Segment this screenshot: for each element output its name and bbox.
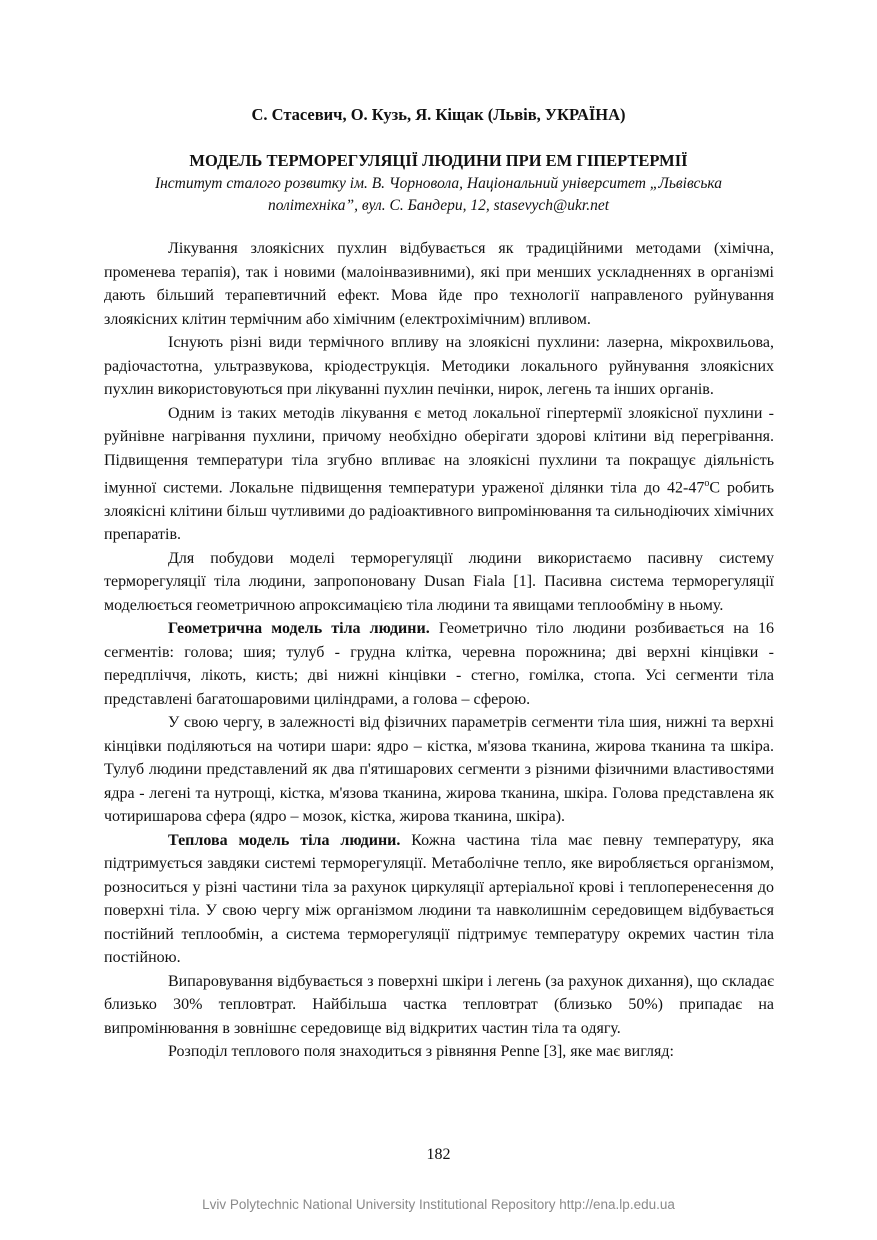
authors-line: С. Стасевич, О. Кузь, Я. Кіщак (Львів, УКРАЇНА) [251, 105, 626, 124]
paragraph-6: У свою чергу, в залежності від фізичних параметрів сегменти тіла шия, нижні та верхні кінцівки поділяються на чотири шари: ядро – кістка, м'язова тканина, жирова тканина та шкіра. Тулуб людини представлений як два п'ятишарових сегменти з різними фізичними властивостями ядра - легені та нутрощі, кістка, м'язова тканина, жирова тканина, шкіра. Голова представлена як чотиришарова сфера (ядро – мозок, кістка, жирова тканина, шкіра). [104, 714, 774, 826]
paragraph-4: Для побудови моделі терморегуляції людини використаємо пасивну систему терморегуляції тіла людини, запропоновану Dusan Fiala [1]. Пасивна система терморегуляції моделюється геометричною апроксимацією тіла людини та явищами теплообміну в ньому. [104, 549, 774, 614]
section-heading-thermal-model: Теплова модель тіла людини. [168, 831, 401, 849]
affiliation-line-1: Інститут сталого розвитку ім. В. Чорновола, Національний університет „Львівська [154, 175, 723, 192]
email-link[interactable]: stasevych@ukr.net [493, 197, 610, 214]
paragraph-3: Одним із таких методів лікування є метод локальної гіпертермії злоякісної пухлини - руйнівне нагрівання пухлини, причому необхідно оберігати здорові клітини від перегрівання. Підвищення температури тіла згубно впливає на злоякісні пухлини та покращує діяльність імунної системи. Локальне підвищення температури ураженої ділянки тіла до 42-47$^o$C робить злоякісні клітини більш чутливими до радіоактивного випромінювання та сильнодіючих хімічних препаратів. [104, 404, 774, 544]
degree-superscript: o [704, 478, 710, 489]
paragraph-9: Розподіл теплового поля знаходиться з рівняння Pennе [3], яке має вигляд: [168, 1043, 674, 1061]
paragraph-1: Лікування злоякісних пухлин відбувається як традиційними методами (хімічна, променева терапія), так і новими (малоінвазивними), які при менших ускладненнях в організмі дають більший терапевтичний ефект. Мова йде про технології направленого руйнування злоякісних клітин термічним або хімічним (електрохімічним) впливом. [104, 240, 774, 328]
page-number: 182 [426, 1146, 451, 1163]
repository-footer: Lviv Polytechnic National University Institutional Repository http://ena.lp.edu.ua [202, 1197, 675, 1212]
paper-title: МОДЕЛЬ ТЕРМОРЕГУЛЯЦІЇ ЛЮДИНИ ПРИ ЕМ ГІПЕРТЕРМІЇ [189, 151, 688, 170]
paragraph-8: Випаровування відбувається з поверхні шкіри і легень (за рахунок дихання), що складає близько 30% тепловтрат. Найбільша частка тепловтрат (близько 50%) припадає на випромінювання в зовнішнє середовище від відкритих частин тіла та одягу. [104, 972, 774, 1037]
section-heading-geometric-model: Геометрична модель тіла людини. [168, 620, 430, 638]
affiliation-line-2: політехніка”, вул. С. Бандери, 12, [267, 197, 494, 214]
affiliation [130, 173, 747, 217]
paragraph-2: Існують різні види термічного впливу на злоякісні пухлини: лазерна, мікрохвильова, радіочастотна, ультразвукова, кріодеструкція. Методики локального руйнування злоякісних пухлин використовуються при лікуванні пухлин печінки, нирок, легень та інших органів. [104, 334, 774, 398]
paragraph-5: Геометрична модель тіла людини. Геометрично тіло людини розбивається на 16 сегментів: голова; шия; тулуб - грудна клітка, черевна порожнина; дві верхні кінцівки - передпліччя, лікоть, кисть; дві нижні кінцівки - стегно, гомілка, стопа. Усі сегменти тіла представлені багатошаровими циліндрами, а голова – сферою. [104, 620, 774, 708]
body-text [104, 237, 774, 1064]
paragraph-7: Теплова модель тіла людини. Кожна частина тіла має певну температуру, яка підтримується завдяки системі терморегуляції. Метаболічне тепло, яке виробляється організмом, розноситься у різні частини тіла за рахунок циркуляції артеріальної крові і теплоперенесення до поверхні тіла. У свою чергу між організмом людини та навколишнім середовищем відбувається постійний теплообмін, а система терморегуляції підтримує температуру окремих частин тіла постійною. [104, 831, 775, 967]
